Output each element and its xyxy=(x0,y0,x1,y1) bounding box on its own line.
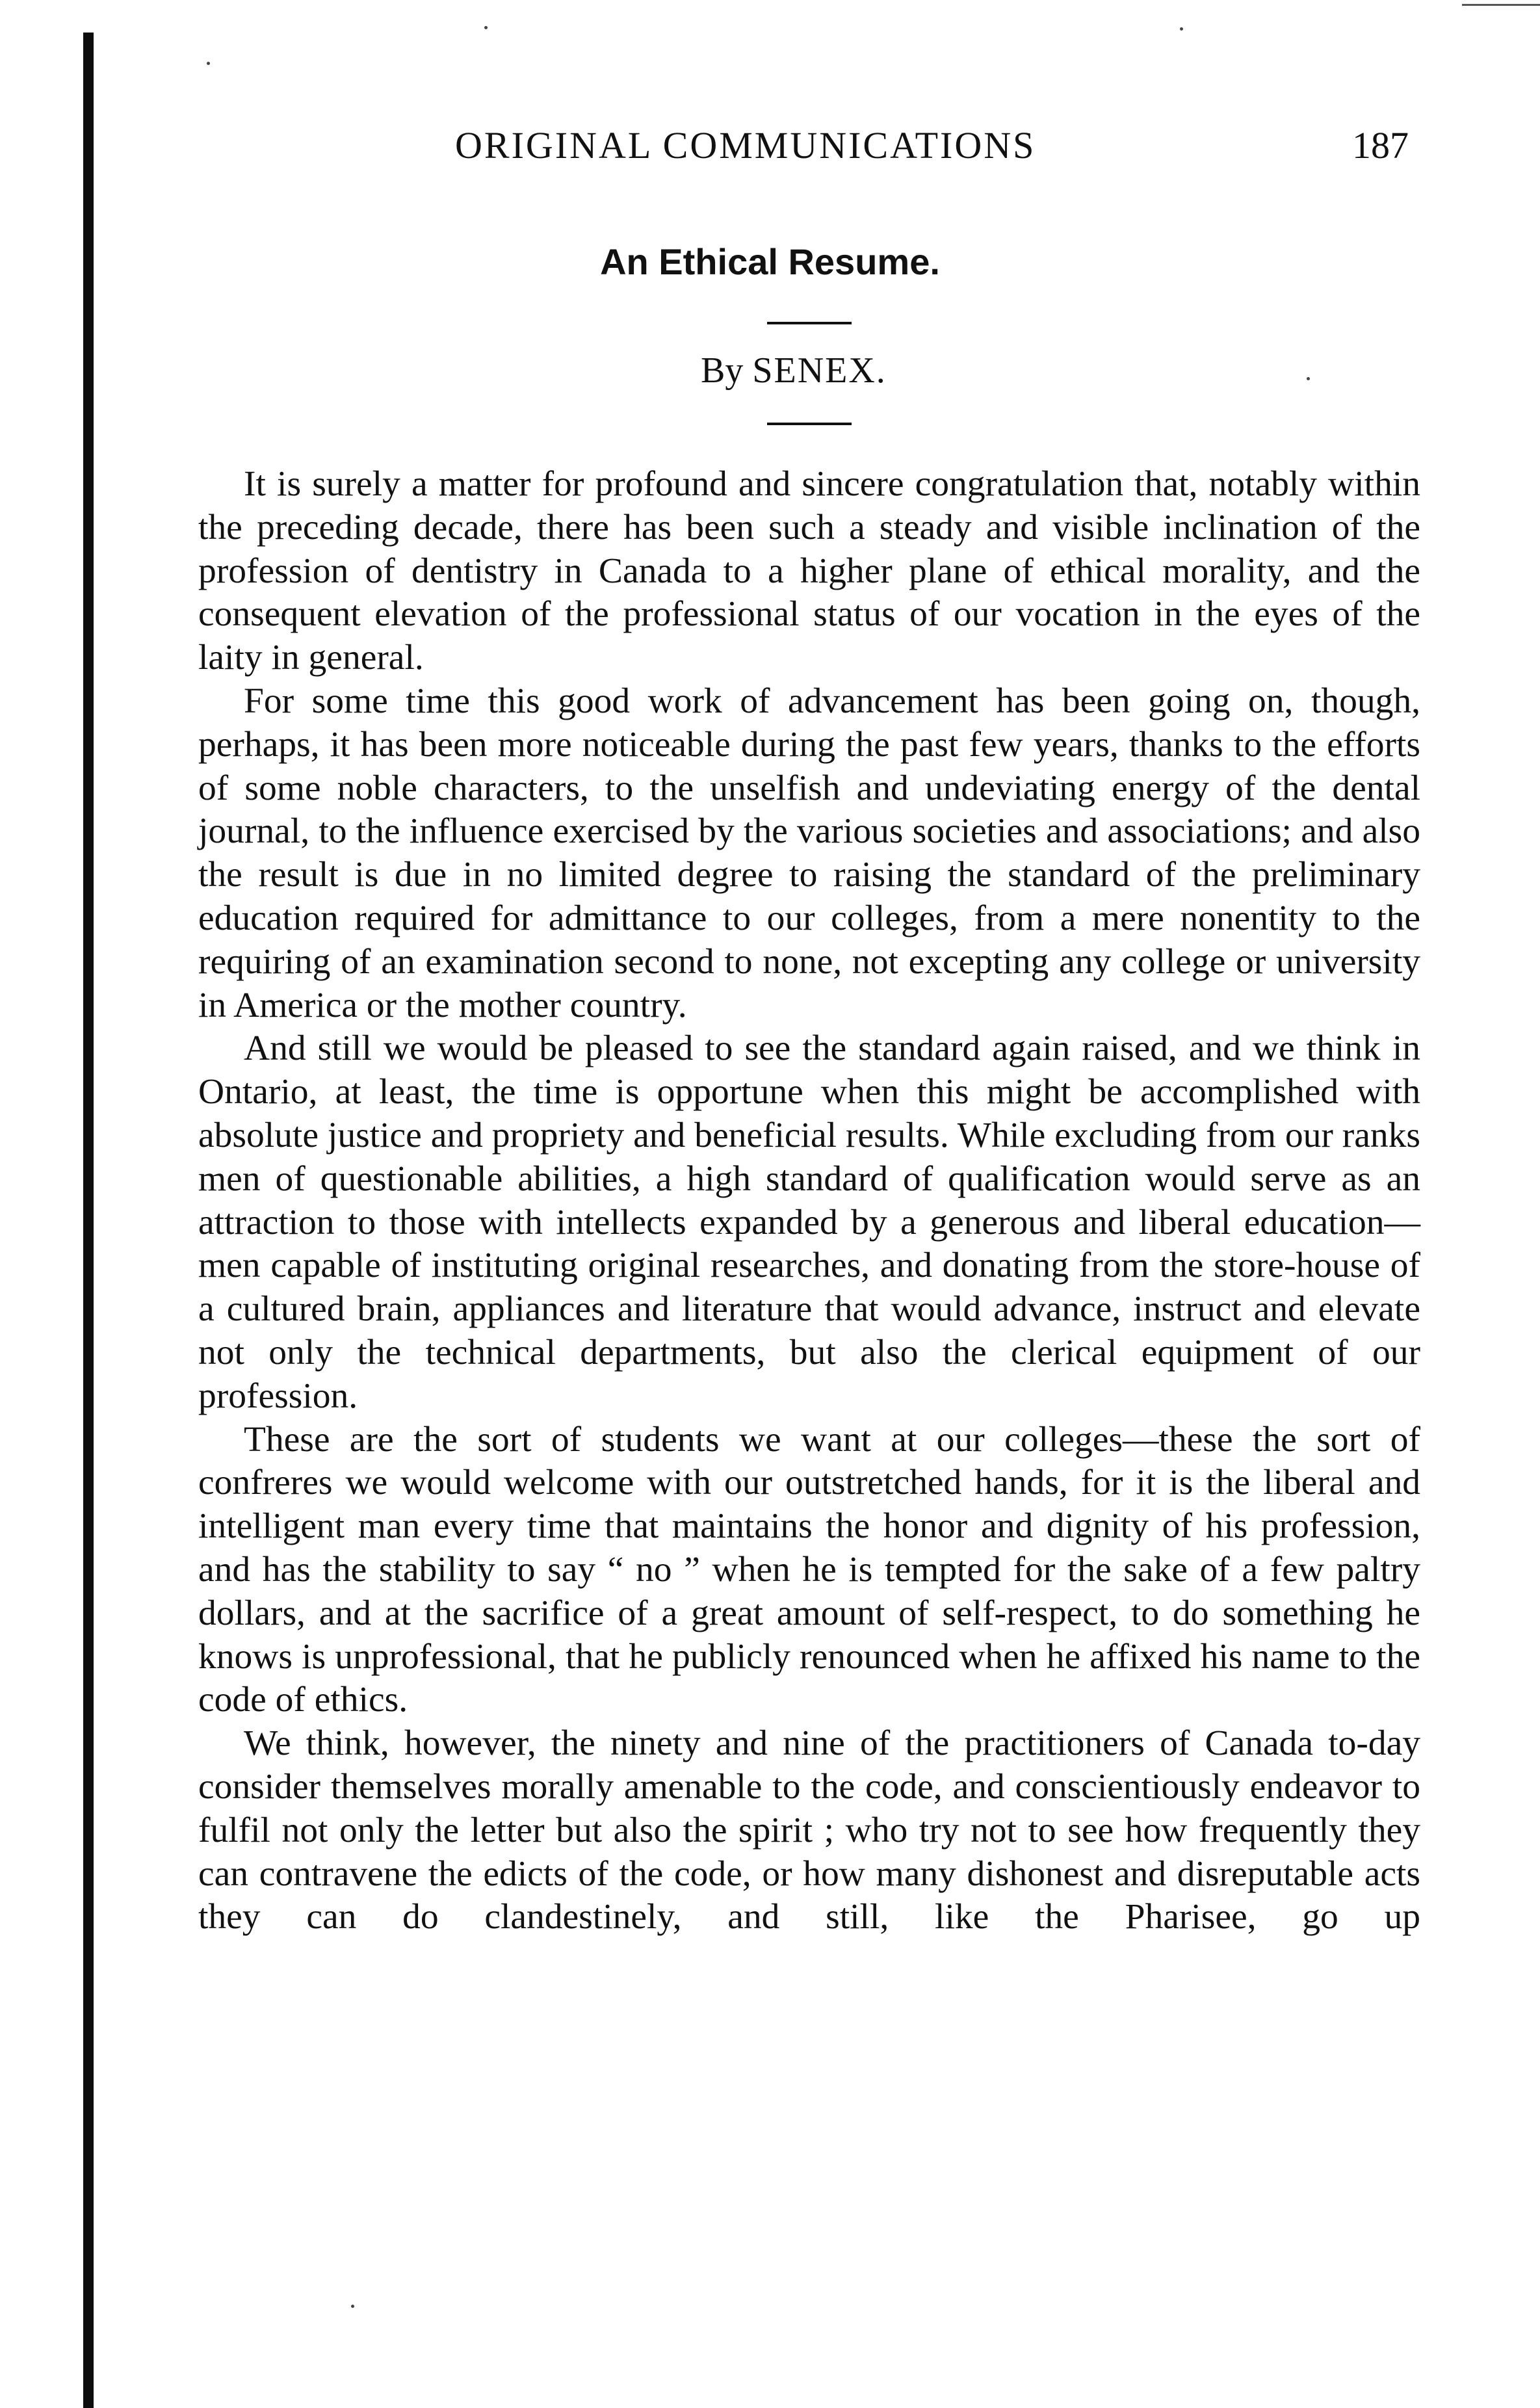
scan-speck xyxy=(207,62,210,65)
author-name: SENEX. xyxy=(752,350,887,391)
article-body xyxy=(198,463,1420,1939)
byline-prefix: By xyxy=(701,350,744,391)
paragraph-2: For some time this good work of advancement has been going on, though, perhaps, it has been more noticeable during the past few years, thanks to the efforts of some noble characters, to the unselfish and undeviating energy of the dental journal, to the influence exercised by the various societies and associations; and also the result is due in no limited degree to raising the standard of the preliminary education required for admittance to our colleges, from a mere nonentity to the requiring of an examination second to none, not excepting any college or university in America or the mother country. xyxy=(198,681,1420,1025)
scan-speck xyxy=(1307,377,1310,380)
page-number: 187 xyxy=(1352,124,1409,166)
article-title: An Ethical Resume. xyxy=(600,241,940,282)
paragraph-3: And still we would be pleased to see the standard again raised, and we think in Ontario, at least, the time is opportune when this might be accomplished with absolute justice and propriety and beneficial results. While excluding from our ranks men of questionable abilities, a high standard of qualification would serve as an attraction to those with intellects expanded by a generous and liberal education—men capable of instituting original researches, and donating from the store-house of a cultured brain, appliances and literature that would advance, instruct and elevate not only the technical departments, but also the clerical equipment of our profession. xyxy=(198,1028,1420,1416)
scan-speck xyxy=(1180,27,1183,31)
paragraph-4: These are the sort of students we want at our colleges—these the sort of confreres we would welcome with our outstretched hands, for it is the liberal and intelligent man every time that maintains the honor and dignity of his profession, and has the stability to say “ no ” when he is tempted for the sake of a few paltry dollars, and at the sacrifice of a great amount of self-respect, to do something he knows is unprofessional, that he publicly renounced when he affixed his name to the code of ethics. xyxy=(198,1419,1420,1720)
scan-corner-rule xyxy=(1462,4,1540,6)
paragraph-5: We think, however, the ninety and nine of the practitioners of Canada to-day consider themselves morally amenable to the code, and conscientiously endeavor to fulfil not only the letter but also the spirit ; who try not to see how frequently they can contravene the edicts of the code, or how many dishonest and disreputable acts they can do clandestinely, and still, like the Pharisee, go up xyxy=(198,1723,1420,1937)
running-head: ORIGINAL COMMUNICATIONS xyxy=(455,124,1036,166)
byline-divider xyxy=(767,423,852,425)
scan-speck xyxy=(351,2305,354,2308)
byline xyxy=(701,350,887,391)
binding-edge-bar xyxy=(83,33,94,2408)
scan-speck xyxy=(484,26,488,29)
title-divider xyxy=(767,322,852,324)
paragraph-1: It is surely a matter for profound and sincere congratulation that, notably within the preceding decade, there has been such a steady and visible inclination of the profession of dentistry in Canada to a higher plane of ethical morality, and the consequent elevation of the professional status of our vocation in the eyes of the laity in general. xyxy=(198,464,1420,678)
